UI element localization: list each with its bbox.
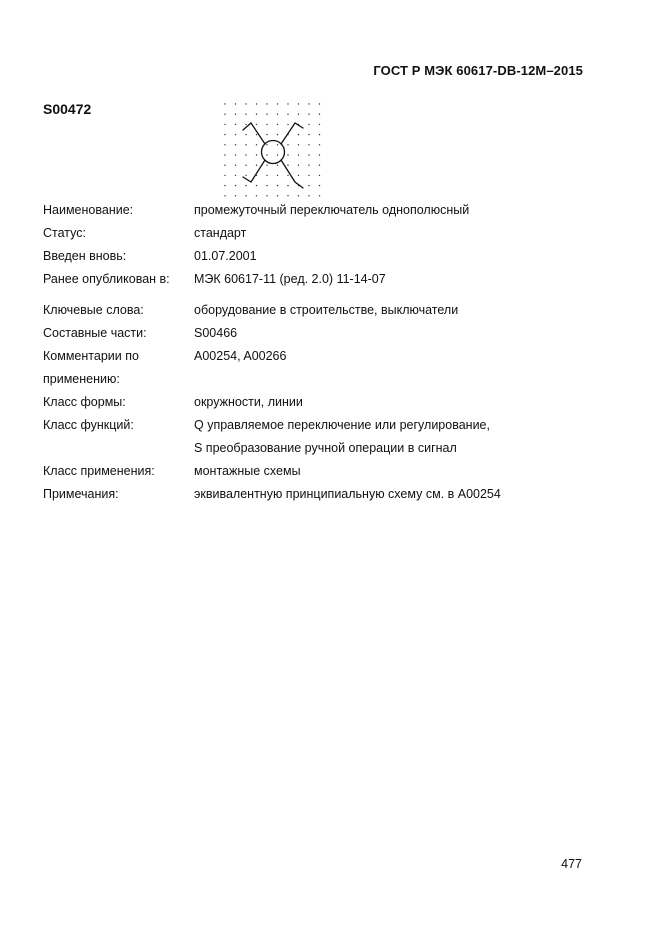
field-value: S00466 — [194, 326, 238, 340]
page-number: 477 — [561, 857, 582, 871]
field-value: эквивалентную принципиальную схему см. в A00254 — [194, 487, 501, 501]
field-value: МЭК 60617-11 (ред. 2.0) 11-14-07 — [194, 272, 386, 286]
field-label: Ключевые слова: — [43, 303, 144, 317]
field-value: монтажные схемы — [194, 464, 301, 478]
field-value: 01.07.2001 — [194, 249, 257, 263]
field-label: Статус: — [43, 226, 86, 240]
field-label: Составные части: — [43, 326, 147, 340]
field-label: Примечания: — [43, 487, 119, 501]
field-value: Q управляемое переключение или регулирование, — [194, 418, 490, 432]
field-label: Введен вновь: — [43, 249, 127, 263]
field-value: стандарт — [194, 226, 247, 240]
field-label: применению: — [43, 372, 120, 386]
field-value: оборудование в строительстве, выключатели — [194, 303, 459, 317]
field-label: Класс функций: — [43, 418, 134, 432]
field-label: Класс формы: — [43, 395, 126, 409]
field-value: промежуточный переключатель однополюсный — [194, 203, 470, 217]
field-label: Наименование: — [43, 203, 134, 217]
field-label: Ранее опубликован в: — [43, 272, 170, 286]
symbol-code: S00472 — [43, 101, 92, 117]
intermediate-switch-symbol-icon — [218, 98, 328, 198]
field-label: Комментарии по — [43, 349, 139, 363]
field-value: S преобразование ручной операции в сигнал — [194, 441, 457, 455]
field-label: Класс применения: — [43, 464, 155, 478]
field-value: окружности, линии — [194, 395, 303, 409]
field-value: A00254, A00266 — [194, 349, 287, 363]
document-header: ГОСТ Р МЭК 60617-DB-12M–2015 — [373, 63, 583, 78]
